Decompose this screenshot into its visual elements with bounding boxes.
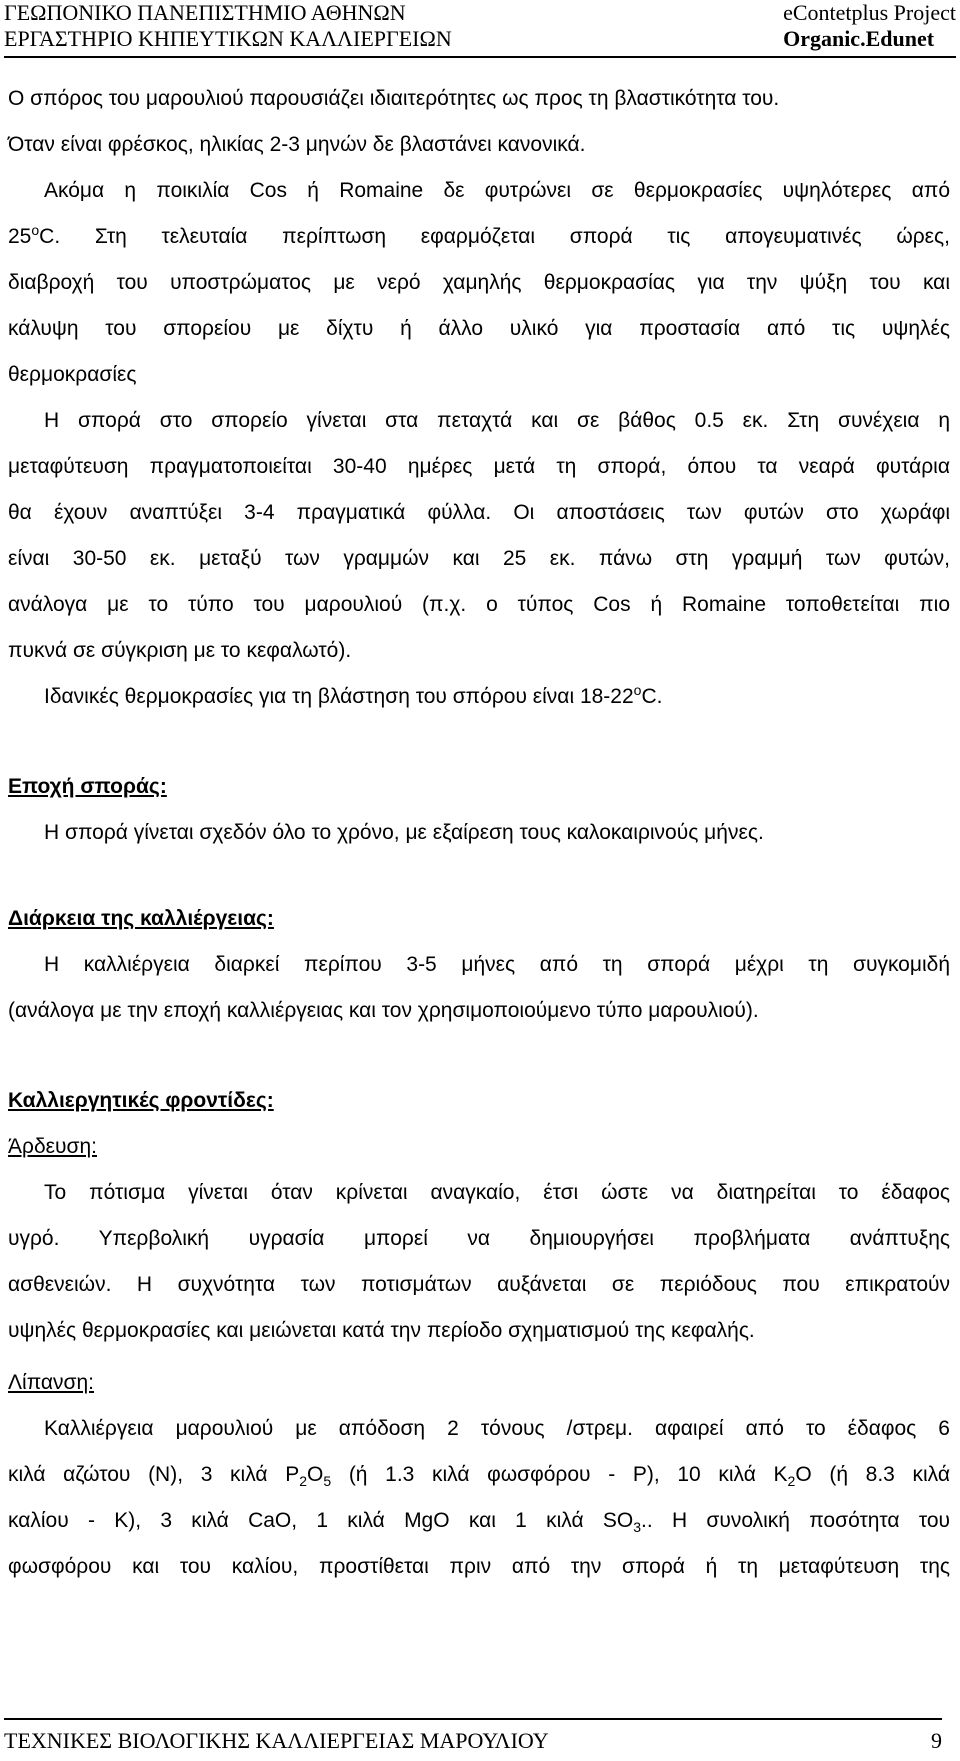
document-body (8, 76, 950, 1590)
sowing-line-3: θα έχουν αναπτύξει 3-4 πραγματικά φύλλα. Οι αποστάσεις των φυτών στο χωράφι (8, 501, 950, 524)
irrigation-line-1: Το πότισμα γίνεται όταν κρίνεται αναγκαίο, έτσι ώστε να διατηρείται το έδαφος (44, 1181, 950, 1204)
sowing-line-4: είναι 30-50 εκ. μεταξύ των γραμμών και 25 εκ. πάνω στη γραμμή των φυτών, (8, 547, 950, 570)
temperature-value: 25 (8, 225, 32, 248)
intro-line-2: Όταν είναι φρέσκος, ηλικίας 2-3 μηνών δε βλαστάνει κανονικά. (8, 133, 586, 156)
season-line-1: Η σπορά γίνεται σχεδόν όλο το χρόνο, με εξαίρεση τους καλοκαιρινούς μήνες. (44, 821, 764, 844)
intro-line-3: Ακόμα η ποικιλία Cos ή Romaine δε φυτρώνει σε θερμοκρασίες υψηλότερες από (44, 179, 950, 202)
fert-line-1: Καλλιέργεια μαρουλιού με απόδοση 2 τόνους /στρεμ. αφαιρεί από το έδαφος 6 (44, 1417, 950, 1440)
celsius-unit: C. (641, 685, 663, 708)
lab-name: ΕΡΓΑΣΤΗΡΙΟ ΚΗΠΕΥΤΙΚΩΝ ΚΑΛΛΙΕΡΓΕΙΩΝ (4, 26, 452, 51)
season-heading: Εποχή σποράς: (8, 775, 167, 798)
fert-line-2-d: O (ή 8.3 κιλά (795, 1463, 950, 1486)
sowing-line-5: ανάλογα με το τύπο του μαρουλιού (π.χ. ο τύπος Cos ή Romaine τοποθετείται πιο (8, 593, 950, 616)
irrigation-line-2: υγρό. Υπερβολική υγρασία μπορεί να δημιουργήσει προβλήματα ανάπτυξης (8, 1227, 950, 1250)
degree-sup: ο (633, 682, 642, 698)
sowing-line-1: Η σπορά στο σπορείο γίνεται στα πεταχτά και σε βάθος 0.5 εκ. Στη συνέχεια η (44, 409, 950, 432)
sub-2: 2 (787, 1473, 796, 1490)
care-heading: Καλλιεργητικές φροντίδες: (8, 1089, 274, 1112)
degree-sup: ο (31, 222, 40, 238)
page-header (4, 0, 956, 58)
sub-2: 2 (299, 1473, 308, 1490)
sowing-line-7 (8, 674, 950, 720)
intro-line-5: διαβροχή του υποστρώματος με νερό χαμηλής θερμοκρασίας για την ψύξη του και (8, 271, 950, 294)
footer-title: ΤΕΧΝΙΚΕΣ ΒΙΟΛΟΓΙΚΗΣ ΚΑΛΛΙΕΡΓΕΙΑΣ ΜΑΡΟΥΛΙΟΥ (4, 1728, 549, 1753)
duration-heading: Διάρκεια της καλλιέργειας: (8, 907, 274, 930)
university-name: ΓΕΩΠΟΝΙΚΟ ΠΑΝΕΠΙΣΤΗΜΙΟ ΑΘΗΝΩΝ (4, 0, 406, 25)
sub-3: 3 (633, 1519, 642, 1536)
sub-5: 5 (323, 1473, 332, 1490)
sowing-line-6: πυκνά σε σύγκριση με το κεφαλωτό). (8, 639, 352, 662)
intro-line-1: Ο σπόρος του μαρουλιού παρουσιάζει ιδιαιτερότητες ως προς τη βλαστικότητα του. (8, 87, 780, 110)
header-right (783, 0, 956, 52)
header-left (4, 0, 452, 52)
irrigation-line-3: ασθενειών. Η συχνότητα των ποτισμάτων αυξάνεται σε περιόδους που επικρατούν (8, 1273, 950, 1296)
intro-line-4 (8, 214, 950, 260)
fert-line-3-b: .. Η συνολική ποσότητα του (641, 1509, 950, 1532)
sowing-line-2: μεταφύτευση πραγματοποιείται 30-40 ημέρες μετά τη σπορά, όπου τα νεαρά φυτάρια (8, 455, 950, 478)
sowing-line-7-text: Ιδανικές θερμοκρασίες για τη βλάστηση του σπόρου είναι 18-22 (44, 685, 634, 708)
fert-line-2-b: O (307, 1463, 324, 1486)
page-footer (4, 1718, 942, 1756)
irrigation-line-4: υψηλές θερμοκρασίες και μειώνεται κατά την περίοδο σχηματισμού της κεφαλής. (8, 1319, 755, 1342)
fert-line-2-a: κιλά αζώτου (N), 3 κιλά P (8, 1463, 300, 1486)
project-name: eContetplus Project (783, 0, 956, 25)
fert-line-4: φωσφόρου και του καλίου, προστίθεται πριν από την σπορά ή τη μεταφύτευση της (8, 1555, 950, 1578)
page-number: 9 (931, 1728, 942, 1753)
irrigation-heading: Άρδευση: (8, 1135, 97, 1158)
project-site: Organic.Edunet (783, 26, 935, 51)
fert-line-3-a: καλίου - K), 3 κιλά CaO, 1 κιλά MgO και 1 κιλά SO (8, 1509, 634, 1532)
fertilization-heading: Λίπανση: (8, 1371, 94, 1394)
duration-line-2: (ανάλογα με την εποχή καλλιέργειας και τον χρησιμοποιούμενο τύπο μαρουλιού). (8, 999, 759, 1022)
intro-line-4-text: C. Στη τελευταία περίπτωση εφαρμόζεται σπορά τις απογευματινές ώρες, (39, 225, 950, 248)
intro-line-6: κάλυψη του σπορείου με δίχτυ ή άλλο υλικό για προστασία από τις υψηλές (8, 317, 950, 340)
fert-line-2 (8, 1452, 950, 1498)
duration-line-1: Η καλλιέργεια διαρκεί περίπου 3-5 μήνες από τη σπορά μέχρι τη συγκομιδή (44, 953, 950, 976)
fert-line-3 (8, 1498, 950, 1544)
fert-line-2-c: (ή 1.3 κιλά φωσφόρου - P), 10 κιλά K (331, 1463, 788, 1486)
intro-line-7: θερμοκρασίες (8, 363, 137, 386)
